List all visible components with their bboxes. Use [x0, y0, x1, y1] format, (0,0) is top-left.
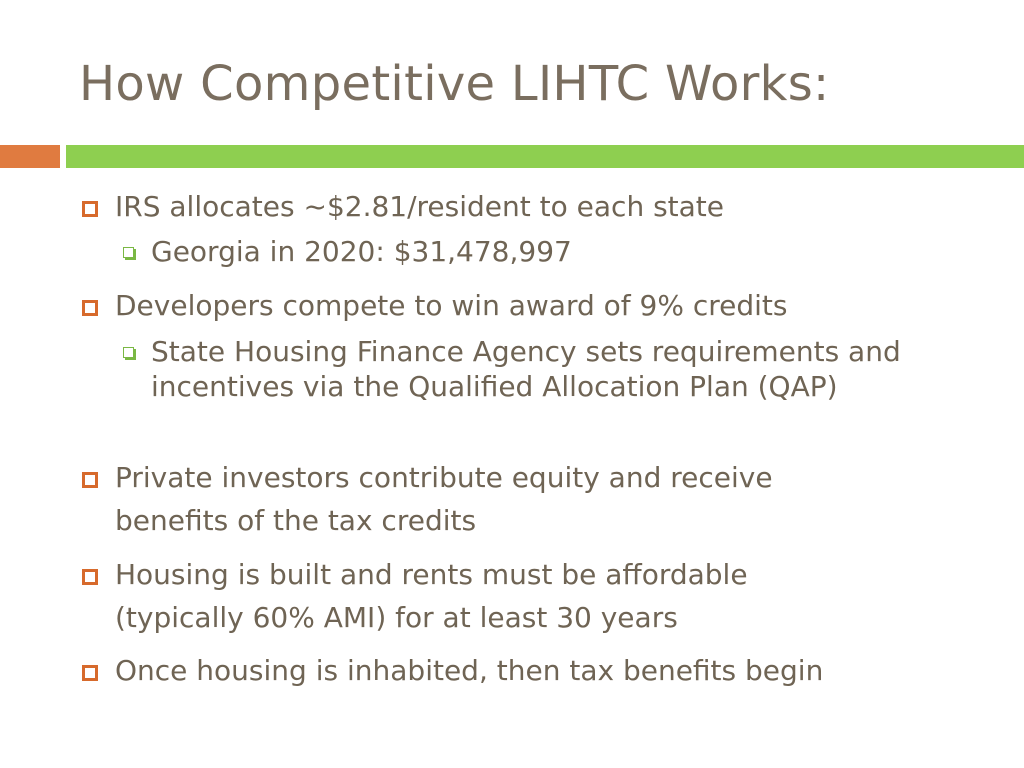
square-bullet-icon	[82, 569, 98, 585]
bullet-item-5: Once housing is inhabited, then tax benefits begin	[115, 654, 824, 687]
sub-bullet-item-2-1: State Housing Finance Agency sets requirements and incentives via the Qualified Allocation Plan (QAP)	[151, 335, 901, 403]
hollow-square-bullet-icon	[123, 347, 134, 358]
square-bullet-icon	[82, 201, 98, 217]
square-bullet-icon	[82, 472, 98, 488]
bullet-item-1: IRS allocates ~$2.81/resident to each state	[115, 190, 725, 223]
bullet-item-4: Housing is built and rents must be affordable (typically 60% AMI) for at least 30 years	[115, 558, 748, 634]
square-bullet-icon	[82, 300, 98, 316]
sub-bullet-item-1-1: Georgia in 2020: $31,478,997	[151, 235, 572, 268]
slide-title: How Competitive LIHTC Works:	[79, 56, 830, 112]
bullet-item-2: Developers compete to win award of 9% credits	[115, 289, 788, 322]
square-bullet-icon	[82, 665, 98, 681]
bullet-item-3: Private investors contribute equity and receive benefits of the tax credits	[115, 461, 773, 537]
hollow-square-bullet-icon	[123, 247, 134, 258]
